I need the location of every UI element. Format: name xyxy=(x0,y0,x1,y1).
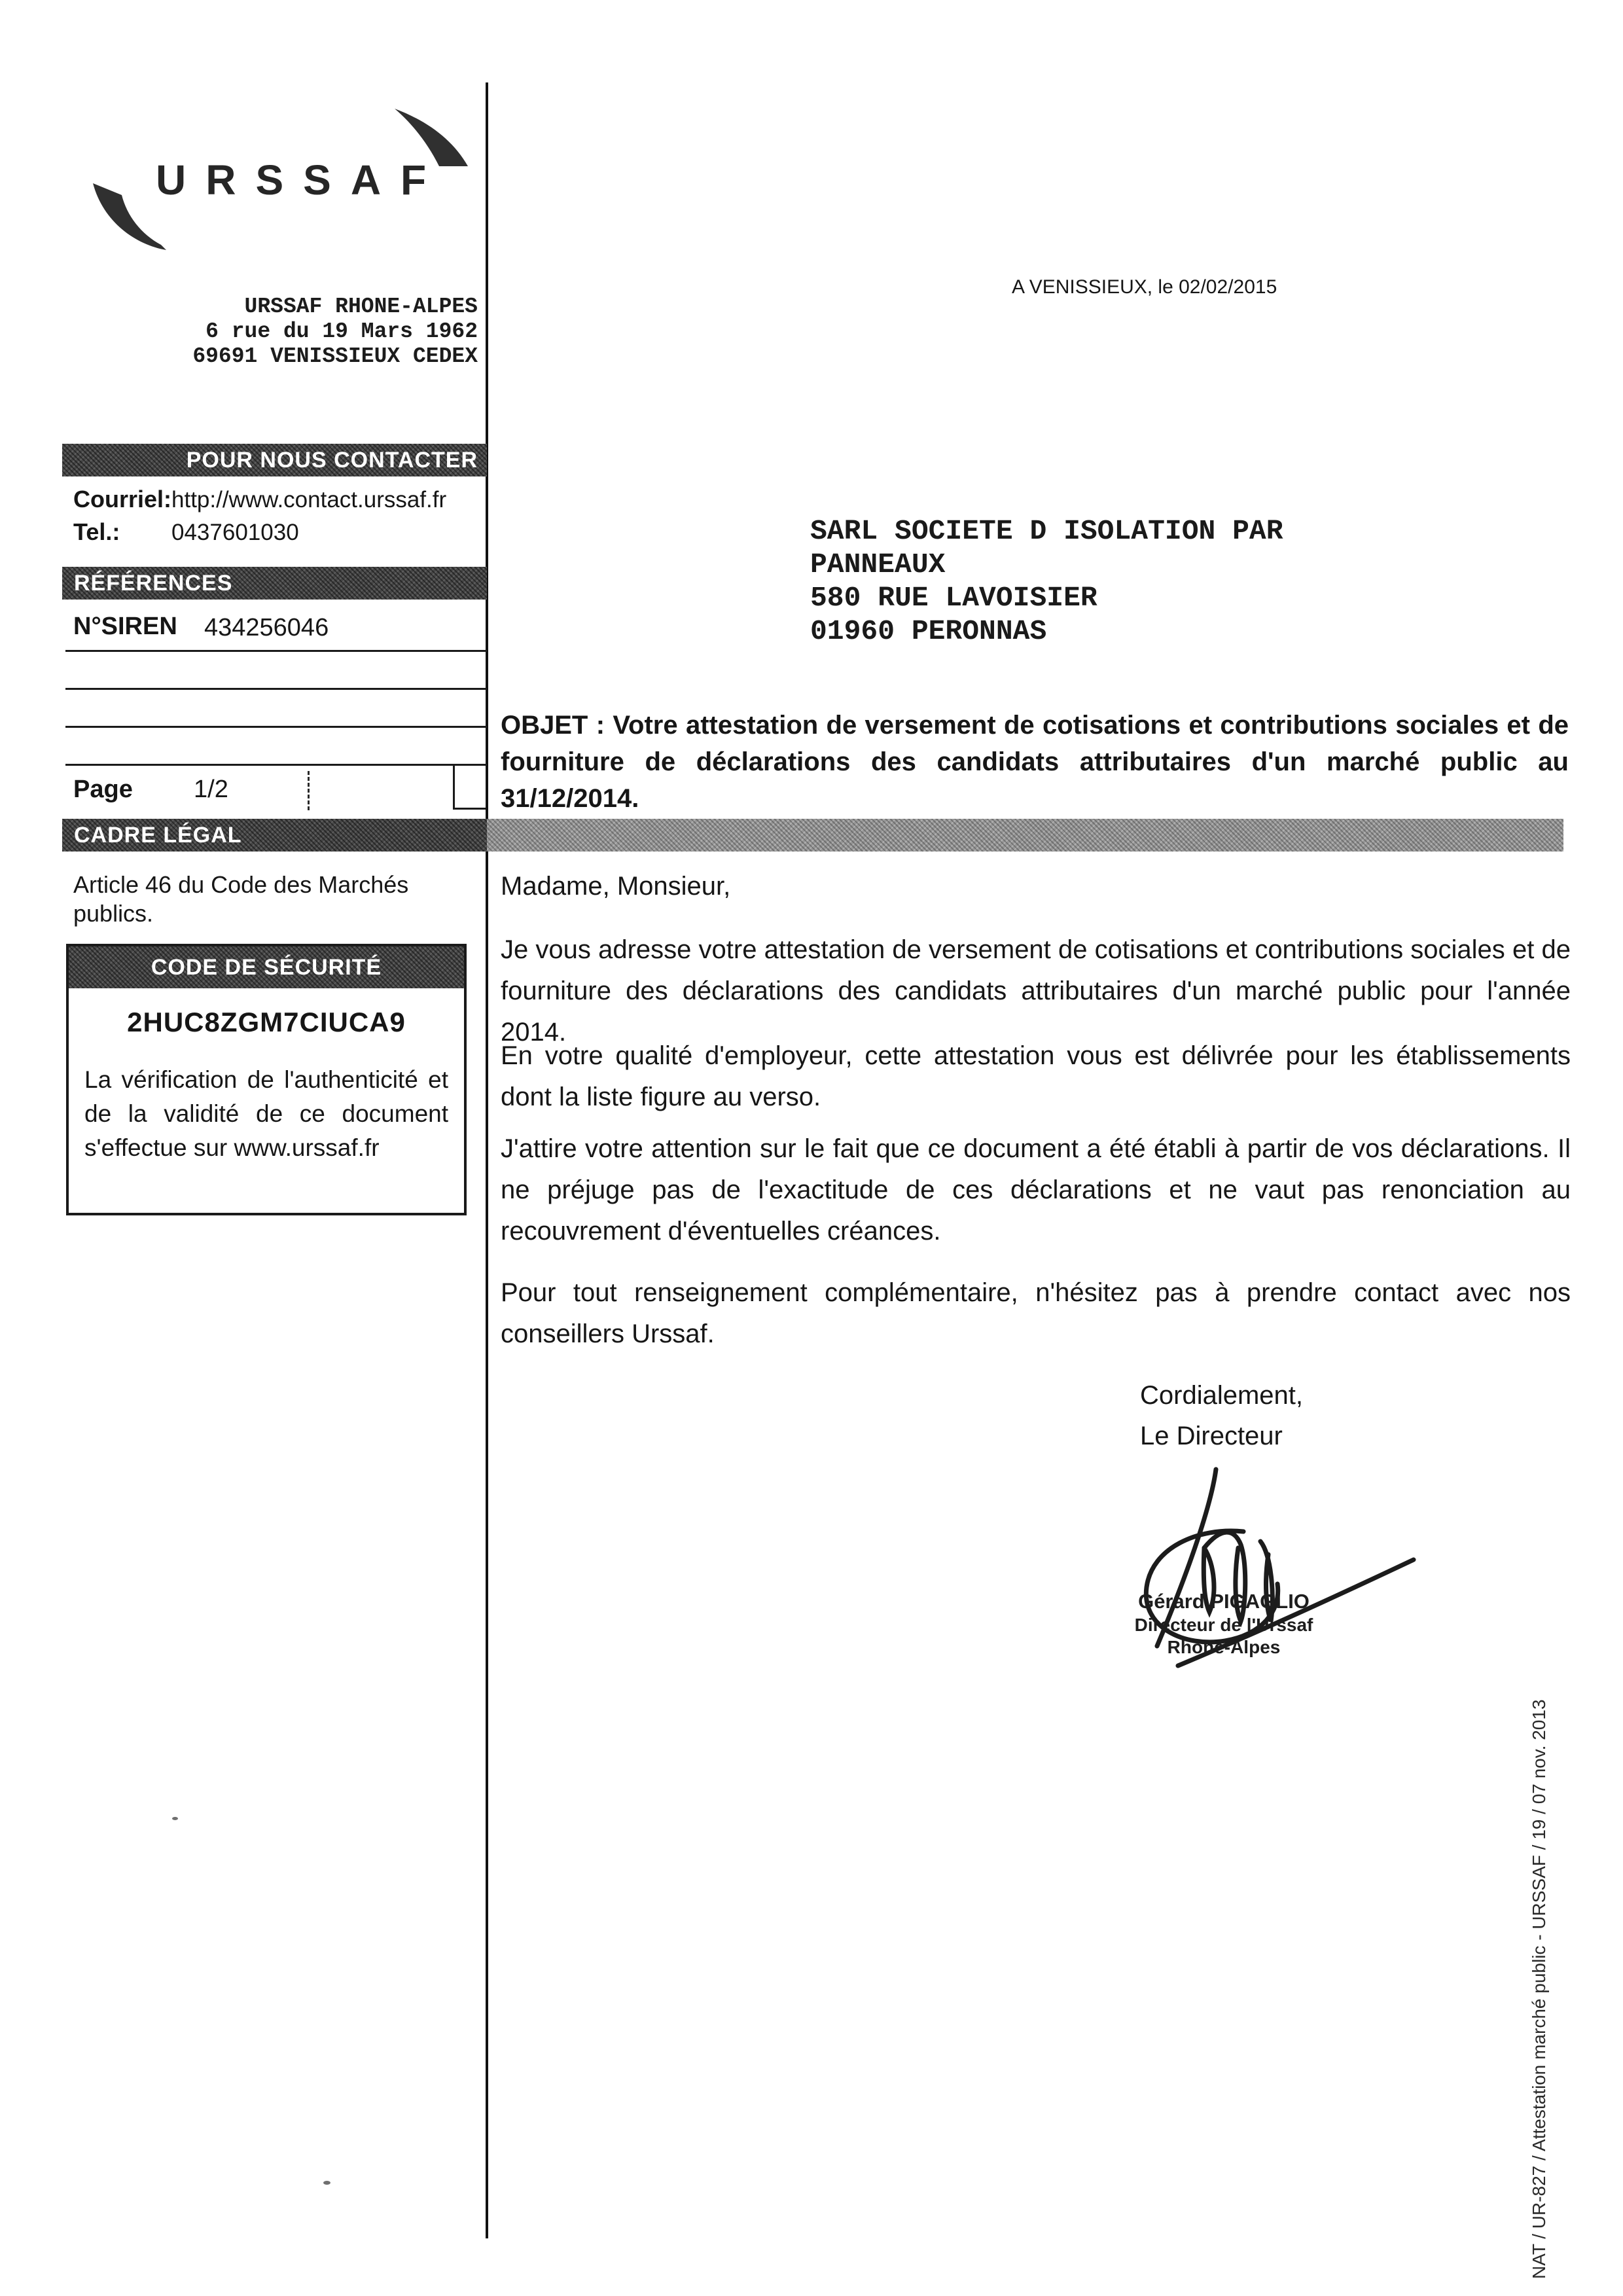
signer-name: Gérard PIGAGLIO xyxy=(1138,1590,1310,1613)
security-code-note: La vérification de l'authenticité et de la validité de ce document s'effectue sur www.urssaf.fr xyxy=(84,1066,448,1161)
objet-subject-paragraph: OBJET : Votre attestation de versement de cotisations et contributions sociales et de fourniture de déclarations des candidats attributaires d'un marché public au 31/12/2014. xyxy=(501,711,1569,813)
empty-reference-line xyxy=(65,726,487,728)
scan-speck xyxy=(172,1817,178,1820)
legal-article-text: Article 46 du Code des Marchés publics. xyxy=(73,871,409,927)
siren-underline xyxy=(65,650,487,652)
security-code-box xyxy=(66,944,467,1215)
recipient-address-line: SARL SOCIETE D ISOLATION PAR xyxy=(810,515,1283,547)
column-divider-line xyxy=(486,82,488,2238)
references-section-header xyxy=(62,567,487,600)
page-row-notch-box xyxy=(453,764,486,810)
urssaf-logo-swoosh-right-icon xyxy=(389,103,481,175)
scan-speck xyxy=(323,2181,330,2185)
contact-section-title: POUR NOUS CONTACTER xyxy=(186,447,478,473)
recipient-address-line: PANNEAUX xyxy=(810,548,946,581)
sender-address-line: URSSAF RHONE-ALPES xyxy=(244,295,478,319)
page-label: Page xyxy=(73,776,133,803)
siren-label: N°SIREN xyxy=(73,613,177,640)
courriel-label: Courriel: xyxy=(73,486,172,512)
body-paragraph: Pour tout renseignement complémentaire, n'hésitez pas à prendre contact avec nos conseillers Urssaf. xyxy=(501,1278,1571,1348)
security-code-value: 2HUC8ZGM7CIUCA9 xyxy=(127,1007,406,1037)
sender-address-line: 6 rue du 19 Mars 1962 xyxy=(205,319,478,344)
empty-reference-line xyxy=(65,688,487,690)
cadre-legal-section-title: CADRE LÉGAL xyxy=(74,822,242,848)
recipient-address-line: 580 RUE LAVOISIER xyxy=(810,582,1097,614)
body-paragraph: J'attire votre attention sur le fait que ce document a été établi à partir de vos déclarations. Il ne préjuge pas de l'exactitude de ces déclarations et ne vaut pas renonciation au recouvrement d'éventuelles créances. xyxy=(501,1134,1571,1246)
body-paragraph: En votre qualité d'employeur, cette attestation vous est délivrée pour les établissements dont la liste figure au verso. xyxy=(501,1041,1571,1111)
signer-region: Rhône-Alpes xyxy=(1167,1637,1281,1657)
contact-section-header xyxy=(62,444,487,476)
references-section-title: RÉFÉRENCES xyxy=(74,570,233,596)
date-line: A VENISSIEUX, le 02/02/2015 xyxy=(1012,276,1277,298)
closing-salutation: Cordialement, xyxy=(1140,1381,1304,1410)
sender-address-line: 69691 VENISSIEUX CEDEX xyxy=(192,344,478,368)
recipient-address-line: 01960 PERONNAS xyxy=(810,615,1047,647)
urssaf-logo-swoosh-left-icon xyxy=(84,171,182,263)
siren-value: 434256046 xyxy=(204,614,329,641)
page-row-top-border xyxy=(65,764,487,766)
signer-title: Directeur de l'Urssaf xyxy=(1134,1615,1313,1635)
courriel-value: http://www.contact.urssaf.fr xyxy=(171,487,447,512)
urssaf-logo-text: URSSAF xyxy=(156,156,446,204)
body-paragraph: Je vous adresse votre attestation de versement de cotisations et contributions sociales et de fourniture des déclarations des candidats attributaires d'un marché public pour l'année 2014. xyxy=(501,935,1571,1047)
document-reference-vertical-note: NAT / UR-827 / Attestation marché public - URSSAF / 19 / 07 nov. 2013 xyxy=(1529,1699,1549,2279)
sender-address xyxy=(190,295,478,369)
cadre-legal-bar-extension xyxy=(487,819,1563,852)
salutation: Madame, Monsieur, xyxy=(501,872,731,901)
telephone-label: Tel.: xyxy=(73,518,120,545)
recipient-address xyxy=(810,514,1283,648)
page-number-value: 1/2 xyxy=(194,776,228,803)
signer-block xyxy=(1113,1589,1335,1659)
page-row-dashed-separator xyxy=(308,771,310,810)
closing-title: Le Directeur xyxy=(1140,1422,1283,1450)
security-code-title: CODE DE SÉCURITÉ xyxy=(151,954,382,980)
cadre-legal-section-header xyxy=(62,819,487,852)
telephone-value: 0437601030 xyxy=(171,520,299,545)
security-code-header xyxy=(69,946,464,988)
